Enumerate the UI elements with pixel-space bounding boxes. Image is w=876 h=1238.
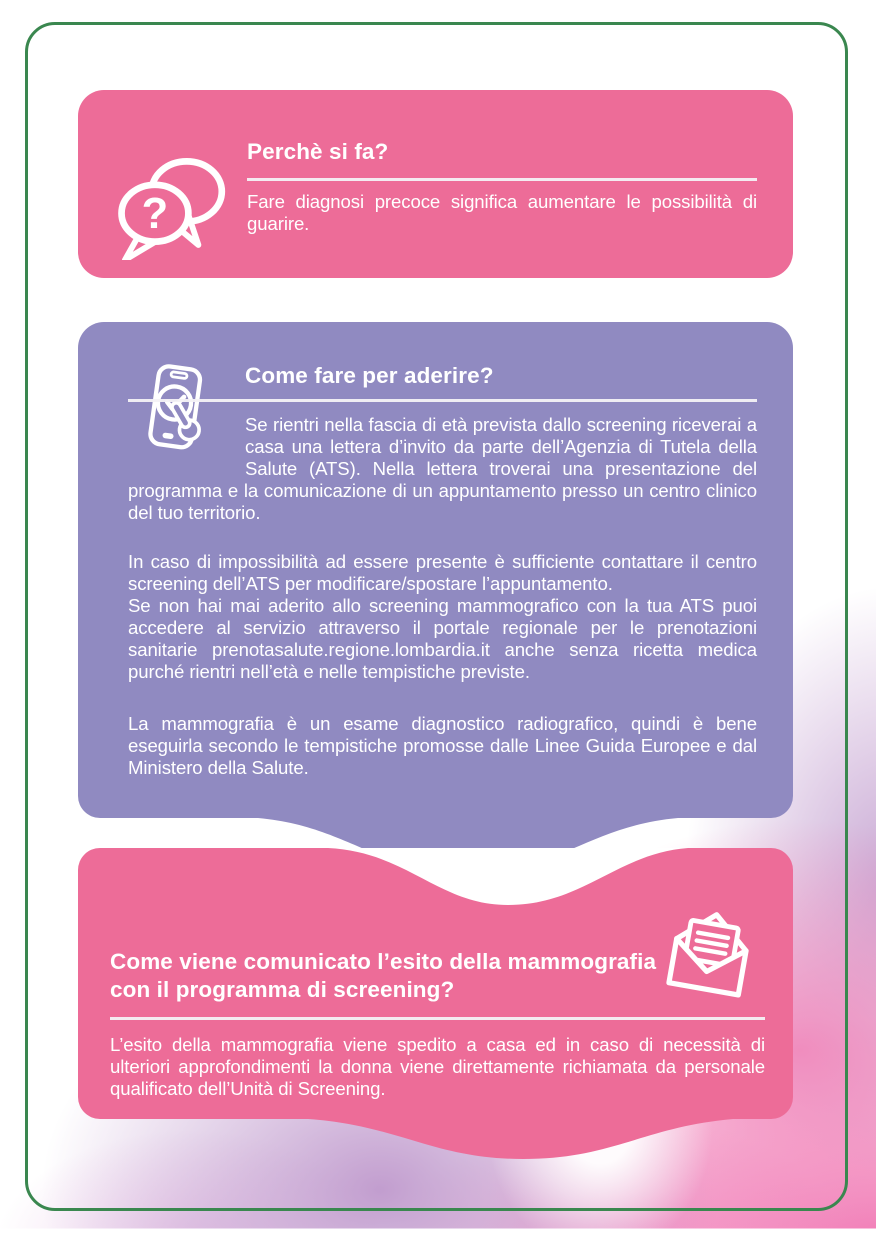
title-divider <box>247 178 757 181</box>
title-divider <box>128 399 757 402</box>
card-title: Perchè si fa? <box>247 139 389 164</box>
card-title: Come viene comunicato l’esito della mammografia con il programma di screening? <box>110 949 657 1002</box>
card-paragraph: Se non hai mai aderito allo screening mammografico con la tua ATS puoi accedere al servizio attraverso il portale regionale per le prenotazioni sanitarie prenotasalute.regione.lombardia.it anche senza ricetta medica purché rientri nell’età e nelle tempistiche previste. <box>128 595 757 682</box>
card-paragraph: La mammografia è un esame diagnostico radiografico, quindi è bene eseguirla secondo le tempistiche promosse dalle Linee Guida Europee e dal Ministero della Salute. <box>128 713 757 778</box>
card-paragraph: In caso di impossibilità ad essere presente è sufficiente contattare il centro screening dell’ATS per modificare/spostare l’appuntamento. <box>128 551 757 594</box>
open-envelope-letter-icon <box>661 903 759 1003</box>
question-speech-bubbles-icon <box>110 143 230 278</box>
title-divider <box>110 1017 765 1020</box>
card-come-fare-per-aderire <box>78 322 793 877</box>
phone-check-hand-icon <box>128 352 220 470</box>
card-title: Come fare per aderire? <box>245 363 494 388</box>
card-paragraph: Se rientri nella fascia di età prevista dallo screening riceverai a casa una lettera d’invito da parte dell’Agenzia di Tutela della Salute (ATS). Nella lettera troverai una presentazione del programma e la comunicazione di un appuntamento presso un centro clinico del tuo territorio. <box>128 414 757 523</box>
card-bottom-wave <box>78 1119 793 1160</box>
card-body-text: L’esito della mammografia viene spedito a casa ed in caso di necessità di ulteriori approfondimenti la donna viene direttamente richiamata da personale qualificato dell’Unità di Screening. <box>110 1034 765 1099</box>
card-esito-mammografia <box>78 848 793 1161</box>
question-mark-glyph: ? <box>141 190 169 239</box>
card-perche-si-fa <box>78 90 793 278</box>
card-paragraph-group <box>128 551 757 683</box>
card-body-text: Fare diagnosi precoce significa aumentare le possibilità di guarire. <box>247 191 757 234</box>
